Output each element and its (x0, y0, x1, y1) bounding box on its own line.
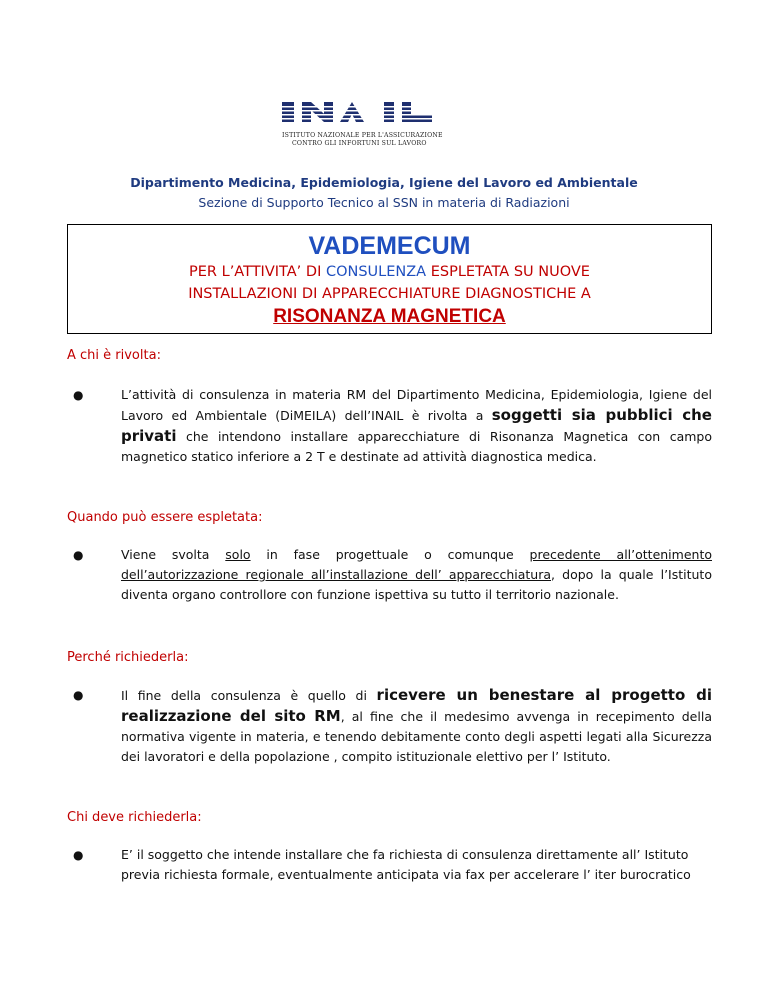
title-subline-2: INSTALLAZIONI DI APPARECCHIATURE DIAGNOSTICHE A (188, 286, 591, 302)
s2-text-3: , dopo la quale l’Istituto diventa organo controllore con funzione ispettiva su tutto il territorio nazionale. (121, 567, 712, 602)
heading-a-chi: A chi è rivolta: (67, 348, 161, 363)
section-subtitle: Sezione di Supporto Tecnico al SSN in materia di Radiazioni (198, 195, 570, 210)
title-sub1-b: CONSULENZA (325, 264, 427, 280)
list-item (67, 685, 712, 767)
title-subline-3: RISONANZA MAGNETICA (273, 306, 506, 327)
s2-text-1: Viene svolta (121, 547, 226, 562)
bullet-icon: ● (73, 688, 84, 702)
bullet-icon: ● (73, 848, 84, 862)
s2-underline-1: solo (225, 547, 251, 562)
s1-text-2: che intendono installare apparecchiature di Risonanza Magnetica con campo magnetico statico inferiore a 2 T e destinate ad attività diagnostica medica. (121, 429, 712, 464)
heading-quando: Quando può essere espletata: (67, 510, 263, 525)
bullet-icon: ● (73, 548, 84, 562)
s2-underline-2: precedente all’ottenimento dell’autorizzazione regionale all’installazione dell’ apparecchiatura (121, 547, 712, 582)
logo-text-line2: CONTRO GLI INFORTUNI SUL LAVORO (292, 140, 427, 147)
document-title: VADEMECUM (308, 232, 471, 260)
inail-wordmark-icon (280, 98, 444, 126)
item-text (121, 545, 712, 605)
inail-logo (280, 98, 444, 158)
s4-text-1: E’ il soggetto che intende installare che fa richiesta di consulenza direttamente all’ Istituto previa richiesta formale, eventualmente anticipata via fax per accelerare l’ iter burocratico (121, 847, 691, 882)
department-title: Dipartimento Medicina, Epidemiologia, Igiene del Lavoro ed Ambientale (130, 175, 638, 190)
s3-text-1: Il fine della consulenza è quello di (121, 688, 377, 703)
s3-bold: ricevere un benestare al progetto di realizzazione del sito RM (121, 686, 712, 725)
item-text (121, 685, 712, 767)
s1-text-1: L’attività di consulenza in materia RM del Dipartimento Medicina, Epidemiologia, Igiene del Lavoro ed Ambientale (DiMEILA) dell’INAIL è rivolta a (121, 387, 712, 423)
heading-perche: Perché richiederla: (67, 650, 189, 665)
title-sub1-c: ESPLETATA SU NUOVE (426, 264, 590, 280)
logo-text-line1: ISTITUTO NAZIONALE PER L'ASSICURAZIONE (282, 132, 443, 139)
bullet-icon: ● (73, 388, 84, 402)
s2-text-2: in fase progettuale o comunque (250, 547, 530, 562)
item-text (121, 385, 712, 467)
list-item (67, 385, 712, 467)
title-subline-1 (68, 261, 711, 283)
s1-bold: soggetti sia pubblici che privati (121, 406, 712, 445)
heading-chi-deve: Chi deve richiederla: (67, 810, 202, 825)
title-sub1-a: PER L’ATTIVITA’ DI (189, 264, 326, 280)
title-box (67, 224, 712, 334)
item-text (121, 845, 712, 885)
s3-text-2: , al fine che il medesimo avvenga in recepimento della normativa vigente in materia, e tenendo debitamente conto degli aspetti legati alla Sicurezza dei lavoratori e della popolazione , compito istituzionale elettivo per l’ Istituto. (121, 709, 712, 764)
list-item (67, 845, 712, 885)
list-item (67, 545, 712, 605)
